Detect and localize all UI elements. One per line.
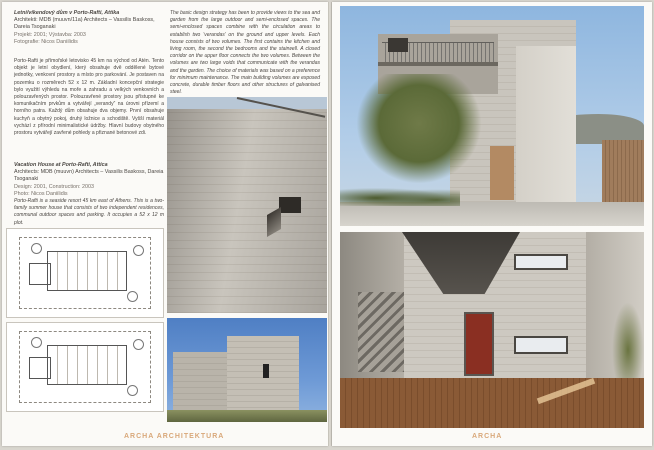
tree-symbol-icon xyxy=(31,243,42,254)
folio-right: ARCHA xyxy=(472,433,503,440)
courtyard-photo xyxy=(340,232,644,428)
dates-cz: Projekt: 2001; Výstavba: 2003 xyxy=(14,31,86,38)
credit-block-en xyxy=(14,162,164,198)
house-exterior-photo xyxy=(167,318,327,422)
body-text-en: Porto-Rafti is a seaside resort 45 km east of Athens. This is a two-family summer house that consists of two independent residences, communal outdoor spaces and parking. It occupies a 52 x 12 m plot. xyxy=(14,198,164,226)
tree-symbol-icon xyxy=(133,339,144,350)
house-street-photo xyxy=(340,6,644,226)
floor-plan-upper xyxy=(6,322,164,412)
credit-block-cz xyxy=(14,10,164,46)
photo-credit-en: Photo: Nicos Daniilidis xyxy=(14,190,68,197)
project-title-cz: Letní/víkendový dům v Porto-Rafti, Attika xyxy=(14,10,120,16)
concrete-wall-photo xyxy=(167,97,327,313)
floor-plan-ground xyxy=(6,228,164,318)
left-page xyxy=(2,2,328,446)
dates-en: Design: 2001, Construction: 2003 xyxy=(14,183,95,190)
tree-symbol-icon xyxy=(133,245,144,256)
right-page xyxy=(332,2,652,446)
tree-symbol-icon xyxy=(127,385,138,396)
project-title-en: Vacation House at Porto-Rafti, Attica xyxy=(14,162,108,168)
architects-en: Architects: MDB (muuvn) Architects – Vassilis Baskoss, Dareia Tsoganaki xyxy=(14,169,164,183)
folio-left: ARCHA ARCHITEKTURA xyxy=(124,433,225,440)
body-text-en-top: The basic design strategy has been to provide views to the sea and garden from the large outdoor and semi-enclosed spaces. The semi-enclosed spaces combine with the circulation areas to establish two ‘verandas’ on the ground and upper levels. Each house consists of two volumes. The first contains the kitchen and living room, the second the bedrooms and the stairwell. A closed corridor on the upper floor connects the two volumes. Between the volumes are two large voids that communicate with the verandas and the garden. The choice of materials was based on a preference for minimum maintenance. The main building volumes are exposed concrete, durable timber floors and other structures of galvanised steel. xyxy=(170,10,320,96)
photo-credit-cz: Fotografie: Nicos Daniilidis xyxy=(14,38,78,45)
architects-cz: Architekti: MDB (muuvn/11a) Architects – Vassilis Baskoss, Dareia Tsoganaki xyxy=(14,17,155,31)
tree-symbol-icon xyxy=(31,337,42,348)
tree-symbol-icon xyxy=(127,291,138,302)
body-text-cz: Porto-Rafti je přímořské letovisko 45 km na východ od Atén. Tento objekt je letní obydlení, který obsahuje dvě oddělené bytové jednotky, venkovní prostory a místo pro parkování. Je postaven na pozemku o rozměrech 52 x 12 m. Základní koncepční strategie bylo využití výhledu na moře a zahradu a velkých venkovních a polouzavřených prostor. Polouzavřené prostory jsou přístupné ke komunikačním prvkům a vytvářejí „verandy“ na úrovni přízemí a horního patra. Každý dům obsahuje dva objemy. První obsahuje kuchyň a obytný pokoj, druhý ložnice a schodiště. Vyšší materiál vychází z přírodní minimalistické údržby. Hlavní budovy obytného prostoru vytvářejí zavřené pohledy a přiznané betonové zdi. xyxy=(14,58,164,137)
